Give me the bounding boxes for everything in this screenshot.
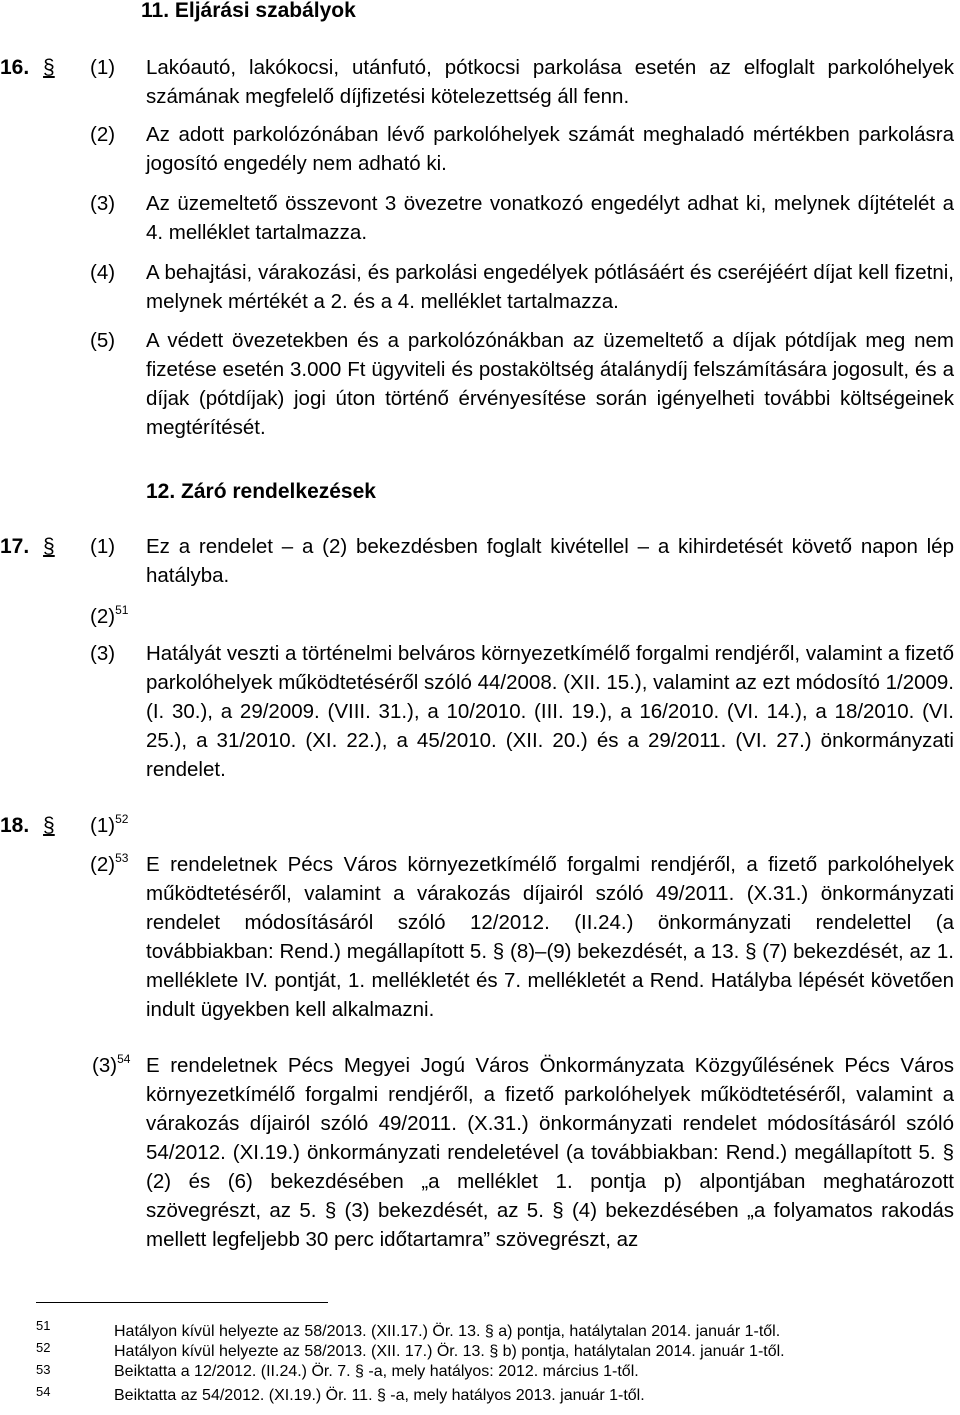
section-symbol: § — [43, 535, 55, 558]
paragraph-text: E rendeletnek Pécs Megyei Jogú Város Önkormányzata Közgyűlésének Pécs Város környezetkímélő forgalmi rendjéről, a fizető parkolóhelyek működtetéséről, valamint a várakozás díjairól szóló 49/2011. (X.31.) önkormányzati rendelet módosításáról szóló 54/2012. (XI.19.) önkormányzati rendeletével (a továbbiakban: Rend.) megállapított 5. § (2) és (6) bekezdésében „a melléklet 1. pontja p) alpontjában meghatározott szövegrészt, az 5. § (3) bekezdését, az 5. § (4) bekezdésében „a folyamatos rakodás mellett legfeljebb 30 perc időtartamra” szövegrészt, az — [146, 1054, 954, 1251]
paragraph-text: A behajtási, várakozási, és parkolási engedélyek pótlásáért és cseréjéért díjat kell fizetni, melynek mértékét a 2. és a 4. melléklet tartalmazza. — [146, 261, 954, 313]
footnote-separator — [36, 1302, 328, 1303]
paragraph-number: (3) — [90, 192, 116, 215]
article-16-label — [0, 53, 55, 82]
paragraph-text: Az üzemeltető összevont 3 övezetre vonatkozó engedélyt adhat ki, melynek díjtételét a 4. melléklet tartalmazza. — [146, 192, 954, 244]
footnote-item — [36, 1362, 936, 1384]
section-12-heading: 12. Záró rendelkezések — [146, 480, 376, 503]
article-17-label — [0, 532, 55, 561]
paragraph-number: (5) — [90, 329, 116, 352]
paragraph-number: (2) — [90, 123, 116, 146]
paragraph-number-with-footnote: $(2)^{51}$ — [90, 603, 129, 628]
paragraph-number-with-footnote: $(3)^{54}$ — [92, 1052, 131, 1077]
paragraph-text: A védett övezetekben és a parkolózónákban az üzemeltető a díjak pótdíjak meg nem fizetése esetén 3.000 Ft ügyviteli és postaköltség átalánydíj felszámítására jogosult, és a díjak (pótdíjak) jogi úton történő érvényesítése során igényelheti további költségeinek megtérítését. — [146, 329, 954, 439]
footnote-item — [36, 1340, 936, 1362]
footnote-text: Hatályon kívül helyezte az 58/2013. (XII.17.) Ör. 13. § a) pontja, hatálytalan 2014. január 1-től. — [114, 1323, 781, 1340]
paragraph-text: Az adott parkolózónában lévő parkolóhelyek számát meghaladó mértékben parkolásra jogosító engedély nem adható ki. — [146, 123, 954, 175]
footnote-number: 54 — [36, 1384, 51, 1399]
footnote-item — [36, 1318, 936, 1340]
footnotes — [36, 1318, 936, 1406]
paragraph-text: Hatályát veszti a történelmi belváros környezetkímélő forgalmi rendjéről, valamint a fizető parkolóhelyek működtetéséről szóló 44/2008. (XII. 15.), valamint az ezt módosító 1/2009. (I. 30.), a 29/2009. (VIII. 31.), a 10/2010. (III. 19.), a 16/2010. (VI. 14.), a 18/2010. (VI. 25.), a 31/2010. (XI. 22.), a 45/2010. (XII. 20.) és a 29/2011. (VI. 27.) önkormányzati rendelet. — [146, 642, 954, 781]
footnote-number: 52 — [36, 1340, 51, 1355]
paragraph-number: (4) — [90, 261, 116, 284]
paragraph-text: Lakóautó, lakókocsi, utánfutó, pótkocsi parkolása esetén az elfoglalt parkolóhelyek számának megfelelő díjfizetési kötelezettség áll fenn. — [146, 56, 954, 108]
footnote-number: 51 — [36, 1318, 51, 1333]
article-number: 17. — [0, 535, 30, 558]
paragraph-number: (1) — [90, 535, 116, 558]
footnote-text: Beiktatta a 12/2012. (II.24.) Ör. 7. § -a, mely hatályos: 2012. március 1-től. — [114, 1363, 639, 1380]
paragraph-number-with-footnote: $(1)^{52}$ — [90, 812, 129, 837]
paragraph-number: (3) — [90, 642, 116, 665]
paragraph-number-with-footnote: $(2)^{53}$ — [90, 851, 129, 876]
paragraph-text: Ez a rendelet – a (2) bekezdésben foglalt kivétellel – a kihirdetését követő napon lép hatályba. — [146, 535, 954, 587]
paragraph-number: (1) — [90, 56, 116, 79]
footnote-ref[interactable]: 52 — [115, 812, 129, 826]
article-number: 18. — [0, 814, 30, 837]
footnote-item — [36, 1384, 936, 1406]
article-number: 16. — [0, 56, 30, 79]
footnote-text: Hatályon kívül helyezte az 58/2013. (XII. 17.) Ör. 13. § b) pontja, hatálytalan 2014. január 1-től. — [114, 1343, 785, 1360]
section-11-heading: 11. Eljárási szabályok — [141, 0, 356, 22]
footnote-ref[interactable]: 51 — [115, 603, 129, 617]
paragraph-text: E rendeletnek Pécs Város környezetkímélő forgalmi rendjéről, a fizető parkolóhelyek működtetéséről, valamint a várakozás díjairól szóló 49/2011. (X.31.) önkormányzati rendelet módosításáról szóló 12/2012. (II.24.) önkormányzati rendelettel (a továbbiakban: Rend.) megállapított 5. § (8)–(9) bekezdését, a 13. § (7) bekezdését, az 1. melléklete IV. pontját, 1. mellékletét és 7. mellékletét a Rend. Hatályba lépését követően indult ügyekben kell alkalmazni. — [146, 853, 954, 1021]
footnote-number: 53 — [36, 1362, 51, 1377]
section-symbol: § — [43, 814, 55, 837]
footnote-text: Beiktatta az 54/2012. (XI.19.) Ör. 11. § -a, mely hatályos 2013. január 1-től. — [114, 1387, 645, 1404]
footnote-ref[interactable]: 53 — [115, 851, 129, 865]
section-symbol: § — [43, 56, 55, 79]
article-18-label — [0, 811, 55, 840]
footnote-ref[interactable]: 54 — [117, 1052, 131, 1066]
